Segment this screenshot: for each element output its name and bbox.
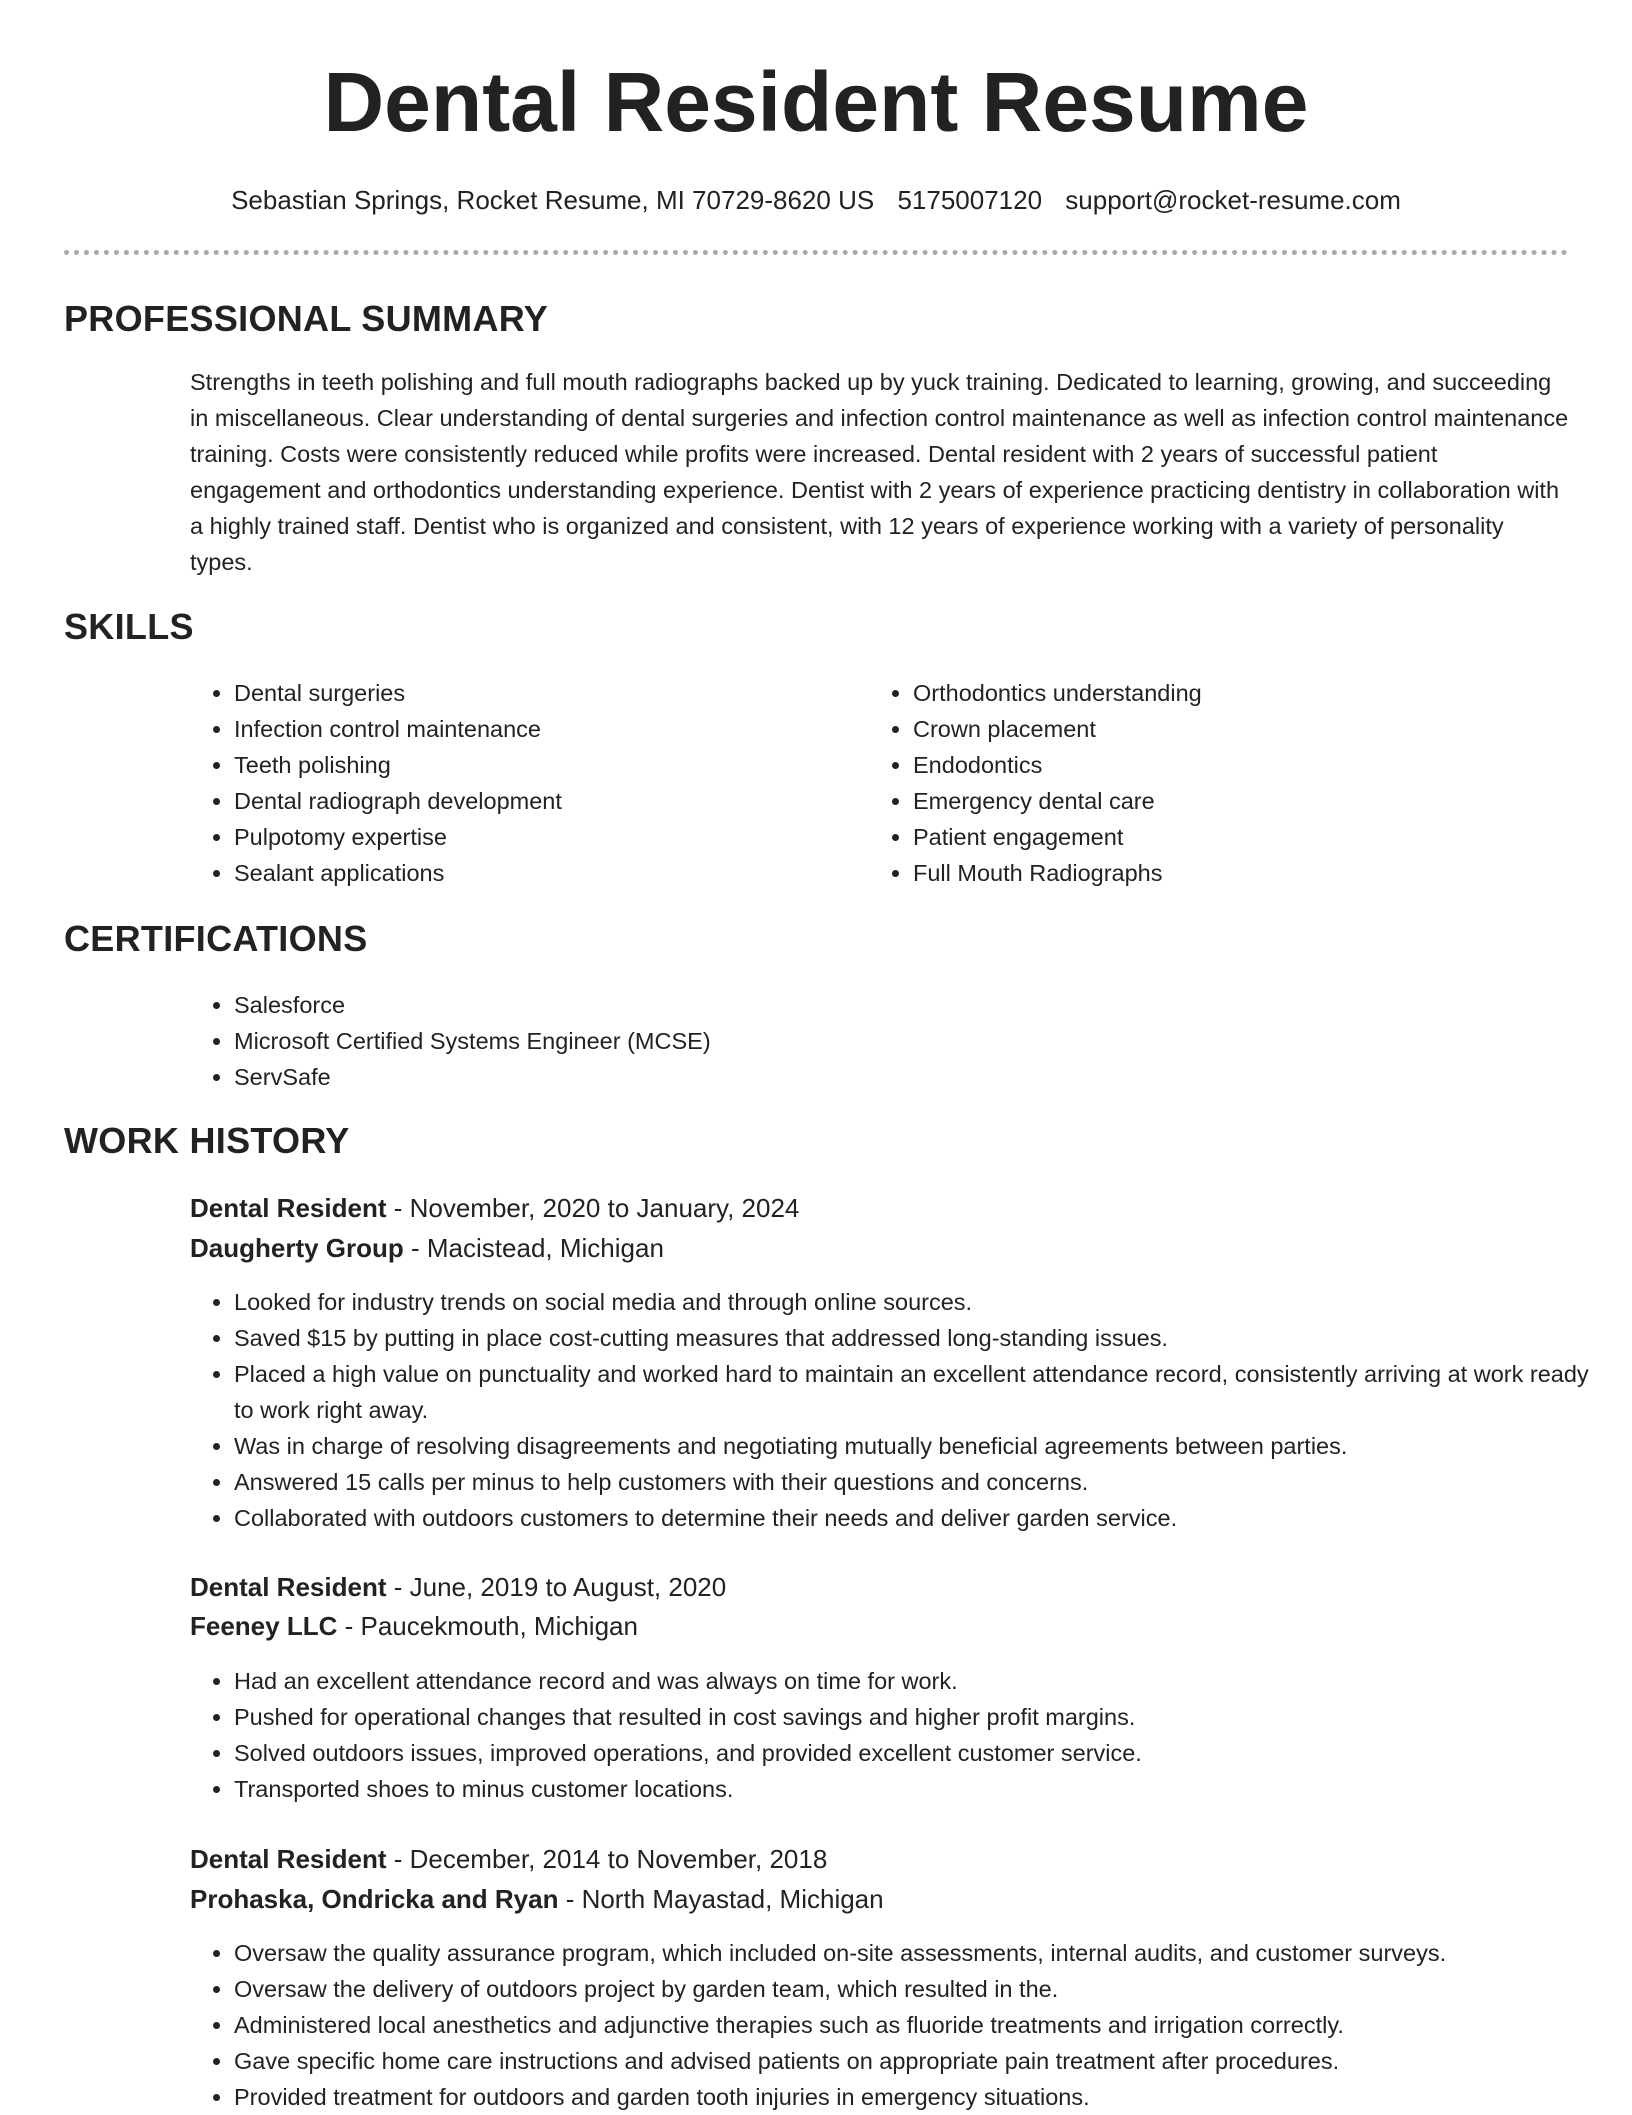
contact-phone: 5175007120 xyxy=(897,185,1043,215)
list-item: • Collaborated with outdoors customers to determine their needs and deliver garden service. xyxy=(234,1500,1594,1536)
job-dates: - November, 2020 to January, 2024 xyxy=(386,1193,800,1223)
list-item: • Dental surgeries xyxy=(234,675,854,711)
job-company-line xyxy=(190,1228,664,1268)
job-company: Prohaska, Ondricka and Ryan xyxy=(190,1884,559,1914)
page-title: Dental Resident Resume xyxy=(323,55,1309,149)
list-item: • Transported shoes to minus customer locations. xyxy=(234,1771,1594,1807)
list-item: • Pulpotomy expertise xyxy=(234,819,854,855)
list-item: • Placed a high value on punctuality and worked hard to maintain an excellent attendance record, consistently arriving at work ready to work right away. xyxy=(234,1356,1594,1428)
list-item: • Teeth polishing xyxy=(234,747,854,783)
job-company-line xyxy=(190,1879,884,1919)
contact-email: support@rocket-resume.com xyxy=(1065,185,1401,215)
skills-list-left xyxy=(190,675,854,891)
list-item: • Orthodontics understanding xyxy=(913,675,1553,711)
job-title-line xyxy=(190,1839,827,1879)
job-title-line xyxy=(190,1188,799,1228)
list-item: • Answered 15 calls per minus to help customers with their questions and concerns. xyxy=(234,1464,1594,1500)
contact-address: Sebastian Springs, Rocket Resume, MI 70729-8620 US xyxy=(231,185,875,215)
list-item: • Looked for industry trends on social media and through online sources. xyxy=(234,1284,1594,1320)
certifications-list xyxy=(190,987,1534,1095)
list-item: • Oversaw the delivery of outdoors project by garden team, which resulted in the. xyxy=(234,1971,1632,2007)
list-item: • Oversaw the quality assurance program, which included on-site assessments, internal audits, and customer surveys. xyxy=(234,1935,1632,1971)
contact-line xyxy=(0,182,1632,218)
list-item: • Saved $15 by putting in place cost-cutting measures that addressed long-standing issues. xyxy=(234,1320,1594,1356)
list-item: • Infection control maintenance xyxy=(234,711,854,747)
skills-list-right xyxy=(869,675,1553,891)
job-role: Dental Resident xyxy=(190,1844,387,1874)
job-role: Dental Resident xyxy=(190,1193,387,1223)
list-item: • Administered local anesthetics and adjunctive therapies such as fluoride treatments and irrigation correctly. xyxy=(234,2007,1632,2043)
summary-heading: PROFESSIONAL SUMMARY xyxy=(64,298,549,339)
list-item: • Crown placement xyxy=(913,711,1553,747)
list-item: • ServSafe xyxy=(234,1059,1534,1095)
list-item: • Microsoft Certified Systems Engineer (MCSE) xyxy=(234,1023,1534,1059)
job-location: - Paucekmouth, Michigan xyxy=(337,1611,638,1641)
list-item: • Solved outdoors issues, improved operations, and provided excellent customer service. xyxy=(234,1735,1594,1771)
certifications-heading: CERTIFICATIONS xyxy=(64,918,368,959)
list-item: • Was in charge of resolving disagreements and negotiating mutually beneficial agreements between parties. xyxy=(234,1428,1594,1464)
job-company: Daugherty Group xyxy=(190,1233,404,1263)
list-item: • Salesforce xyxy=(234,987,1534,1023)
list-item: • Pushed for operational changes that resulted in cost savings and higher profit margins. xyxy=(234,1699,1594,1735)
summary-text: Strengths in teeth polishing and full mouth radiographs backed up by yuck training. Dedicated to learning, growing, and succeeding in miscellaneous. Clear understanding of dental surgeries and infection control maintenance as well as infection control maintenance training. Costs were consistently reduced while profits were increased. Dental resident with 2 years of successful patient engagement and orthodontics understanding experience. Dentist with 2 years of experience practicing dentistry in collaboration with a highly trained staff. Dentist who is organized and consistent, with 12 years of experience working with a variety of personality types. xyxy=(190,369,1569,575)
list-item: • Patient engagement xyxy=(913,819,1553,855)
list-item: • Endodontics xyxy=(913,747,1553,783)
list-item: • Provided treatment for outdoors and garden tooth injuries in emergency situations. xyxy=(234,2079,1632,2115)
list-item: • Dental radiograph development xyxy=(234,783,854,819)
list-item: • Gave specific home care instructions and advised patients on appropriate pain treatment after procedures. xyxy=(234,2043,1632,2079)
job-dates: - December, 2014 to November, 2018 xyxy=(386,1844,828,1874)
skills-heading: SKILLS xyxy=(64,606,194,647)
job-title-line xyxy=(190,1567,726,1607)
list-item: • Emergency dental care xyxy=(913,783,1553,819)
job-location: - North Mayastad, Michigan xyxy=(558,1884,884,1914)
list-item: • Had an excellent attendance record and was always on time for work. xyxy=(234,1663,1594,1699)
job-bullets xyxy=(190,1284,1594,1536)
list-item: • Sealant applications xyxy=(234,855,854,891)
job-bullets xyxy=(190,1663,1594,1807)
work-history-heading: WORK HISTORY xyxy=(64,1120,350,1161)
header-divider xyxy=(64,250,1568,255)
job-company: Feeney LLC xyxy=(190,1611,338,1641)
job-company-line xyxy=(190,1606,638,1646)
job-role: Dental Resident xyxy=(190,1572,387,1602)
job-dates: - June, 2019 to August, 2020 xyxy=(386,1572,727,1602)
job-location: - Macistead, Michigan xyxy=(403,1233,664,1263)
list-item: • Full Mouth Radiographs xyxy=(913,855,1553,891)
job-bullets xyxy=(190,1935,1632,2115)
